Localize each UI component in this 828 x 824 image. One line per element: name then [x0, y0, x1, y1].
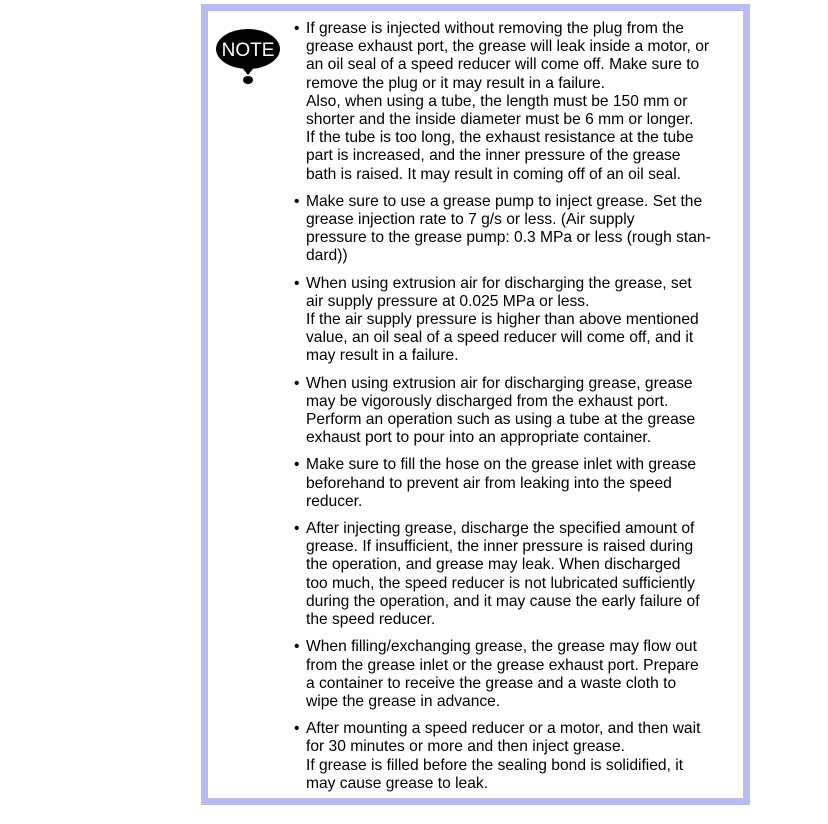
bullet-icon: • [294, 638, 300, 656]
note-text-line: Perform an operation such as using a tube at the grease [306, 411, 696, 429]
note-text-line: air supply pressure at 0.025 MPa or less. [306, 292, 590, 310]
note-item [294, 375, 748, 448]
bullet-icon: • [294, 720, 300, 738]
bullet-icon: • [294, 520, 300, 538]
note-text-line: Also, when using a tube, the length must be 150 mm or [306, 92, 688, 110]
note-text-line: may cause grease to leak. [306, 774, 489, 792]
bullet-icon: • [294, 20, 300, 37]
bullet-icon: • [294, 192, 300, 210]
note-text-line: When using extrusion air for discharging the grease, set [306, 274, 692, 292]
note-item [294, 456, 748, 511]
note-text-line: If the air supply pressure is higher than above mentioned [306, 311, 699, 329]
note-text-line: wipe the grease in advance. [306, 692, 501, 710]
note-text-line: a container to receive the grease and a waste cloth to [306, 674, 677, 692]
note-item [294, 193, 748, 266]
note-text-line: When filling/exchanging grease, the grease may flow out [306, 638, 697, 656]
note-text-line: the operation, and grease may leak. When discharged [306, 556, 681, 574]
note-text-line: the speed reducer. [306, 611, 436, 629]
note-item [294, 275, 748, 366]
note-item [294, 20, 748, 184]
note-text-line: value, an oil seal of a speed reducer will come off, and it [306, 329, 694, 347]
note-text-line: If the tube is too long, the exhaust resistance at the tube [306, 129, 694, 147]
note-item [294, 638, 748, 711]
note-box [201, 4, 750, 805]
note-text-line: an oil seal of a speed reducer will come off. Make sure to [306, 56, 700, 74]
note-text-line: If grease is filled before the sealing bond is solidified, it [306, 756, 684, 774]
note-text-line: exhaust port to pour into an appropriate container. [306, 429, 652, 447]
note-text-line: grease exhaust port, the grease will leak inside a motor, or [306, 38, 710, 56]
note-item [294, 520, 748, 629]
note-text-line: may result in a failure. [306, 347, 459, 365]
note-text-line: during the operation, and it may cause the early failure of [306, 592, 700, 610]
note-text-line: reducer. [306, 492, 363, 510]
bullet-icon: • [294, 374, 300, 392]
note-list [294, 20, 748, 802]
note-text-line: part is increased, and the inner pressure of the grease [306, 147, 681, 165]
note-text-line: Make sure to fill the hose on the grease inlet with grease [306, 456, 697, 474]
note-text-line: bath is raised. It may result in coming off of an oil seal. [306, 165, 682, 183]
note-text-line: for 30 minutes or more and then inject grease. [306, 738, 625, 756]
note-text-line: may be vigorously discharged from the exhaust port. [306, 392, 669, 410]
note-speech-bubble-icon [215, 27, 281, 85]
note-text-line: Make sure to use a grease pump to inject grease. Set the [306, 192, 703, 210]
note-item [294, 720, 748, 793]
note-text-line: After injecting grease, discharge the specified amount of [306, 520, 695, 538]
note-text-line: dard)) [306, 247, 348, 265]
bullet-icon: • [294, 274, 300, 292]
note-label: NOTE [221, 40, 275, 61]
note-text-line: grease. If insufficient, the inner pressure is raised during [306, 538, 694, 556]
note-text-line: from the grease inlet or the grease exhaust port. Prepare [306, 656, 699, 674]
note-text-line: grease injection rate to 7 g/s or less. (Air supply [306, 211, 635, 229]
note-text-line: pressure to the grease pump: 0.3 MPa or less (rough stan- [306, 229, 711, 247]
note-text-line: After mounting a speed reducer or a motor, and then wait [306, 720, 701, 738]
bullet-icon: • [294, 456, 300, 474]
note-text-line: shorter and the inside diameter must be 6 mm or longer. [306, 111, 694, 129]
note-text-line: too much, the speed reducer is not lubricated sufficiently [306, 574, 695, 592]
note-text-line: beforehand to prevent air from leaking into the speed [306, 474, 672, 492]
note-text-line: remove the plug or it may result in a failure. [306, 74, 606, 92]
note-text-line: When using extrusion air for discharging grease, grease [306, 374, 693, 392]
note-text-line: If grease is injected without removing the plug from the [306, 20, 684, 37]
